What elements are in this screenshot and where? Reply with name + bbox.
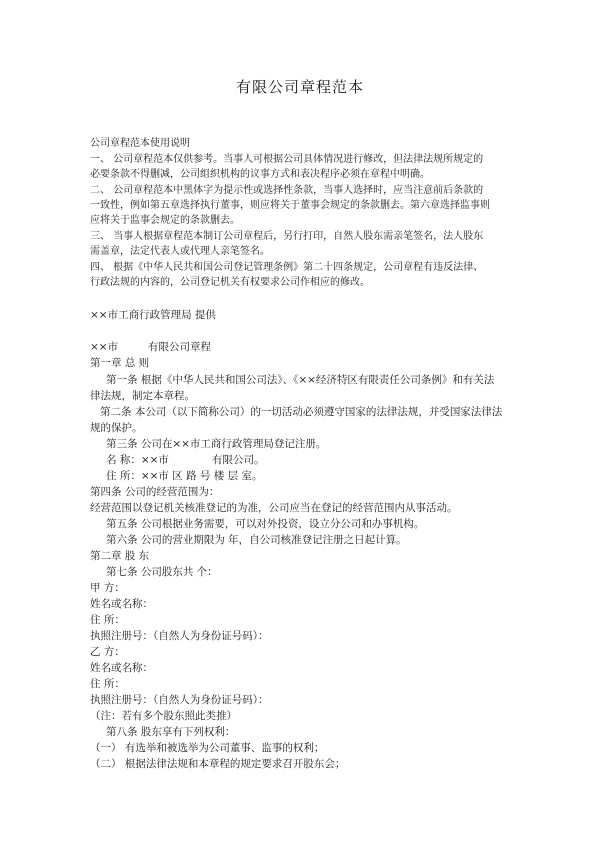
party-b-residence: 住 所： <box>90 678 125 690</box>
instruction-line: 四、 根据《中华人民共和国公司登记管理条例》第二十四条规定，公司章程有违反法律、 <box>90 262 484 273</box>
instruction-line: 应将关于监事会规定的条款删去。 <box>90 215 240 226</box>
document-title: 有限公司章程范本 <box>235 78 364 96</box>
chapter-heading: 第二章 股 东 <box>90 550 150 562</box>
party-a-license: 执照注册号：（自然人为身份证号码）： <box>90 630 269 642</box>
article-2: 第二条 本公司（以下简称公司）的一切活动必须遵守国家的法律法规，并受国家法律法 <box>100 406 503 418</box>
party-b-name: 姓名或名称： <box>90 662 153 674</box>
article-1: 第一条 根据《中华人民共和国公司法》、《××经济特区有限责任公司条例》和有关法 <box>106 374 495 386</box>
article-6: 第六条 公司的营业期限为 年，自公司核准登记注册之日起计算。 <box>106 534 407 546</box>
company-name-value: 有限公司。 <box>212 454 265 466</box>
header-company: 有限公司章程 <box>148 341 211 353</box>
provider-line: ××市工商行政管理局 提供 <box>90 309 216 321</box>
article-2-cont: 规的保护。 <box>90 422 143 434</box>
article-5: 第五条 公司根据业务需要，可以对外投资，设立分公司和办事机构。 <box>106 518 425 530</box>
party-a-label: 甲 方： <box>90 582 125 594</box>
article-3: 第三条 公司在××市工商行政管理局登记注册。 <box>106 438 327 450</box>
shareholder-note: （注：若有多个股东照此类推） <box>90 710 237 722</box>
article-4-body: 经营范围以登记机关核准登记的为准，公司应当在登记的经营范围内从事活动。 <box>90 502 458 514</box>
article-4: 第四条 公司的经营范围为： <box>90 486 220 498</box>
instruction-line: 行政法规的内容的，公司登记机关有权要求公司作相应的修改。 <box>90 277 370 288</box>
party-b-license: 执照注册号：（自然人为身份证号码）： <box>90 694 269 706</box>
instruction-line: 一致性，例如第五章选择执行董事，则应将关于董事会规定的条款删去。第六章选择监事则 <box>90 200 490 211</box>
instruction-line: 必要条款不得删减，公司组织机构的议事方式和表决程序必须在章程中明确。 <box>90 169 430 180</box>
company-address: 住 所：××市 区 路 号 楼 层 室。 <box>106 470 263 482</box>
chapter-heading: 第一章 总 则 <box>90 357 150 369</box>
header-city: ××市 <box>90 341 119 353</box>
article-1-cont: 律法规，制定本章程。 <box>90 390 195 402</box>
article-7: 第七条 公司股东共 个： <box>106 566 218 578</box>
right-item: （一） 有选举和被选举为公司董事、监事的权利； <box>90 742 325 754</box>
party-a-name: 姓名或名称： <box>90 598 153 610</box>
instruction-line: 一、 公司章程范本仅供参考。当事人可根据公司具体情况进行修改，但法律法规所规定的 <box>90 154 484 165</box>
article-8: 第八条 股东享有下列权利： <box>106 726 236 738</box>
instructions-heading: 公司章程范本使用说明 <box>90 138 190 149</box>
party-a-residence: 住 所： <box>90 614 125 626</box>
instruction-line: 三、 当事人根据章程范本制订公司章程后，另行打印，自然人股东需亲笔签名，法人股东 <box>90 231 484 242</box>
company-name-label: 名 称：××市 <box>106 454 169 466</box>
instruction-line: 需盖章，法定代表人或代理人亲笔签名。 <box>90 246 270 257</box>
instruction-line: 二、 公司章程范本中黑体字为提示性或选择性条款，当事人选择时，应当注意前后条款的 <box>90 185 484 196</box>
right-item: （二） 根据法律法规和本章程的规定要求召开股东会； <box>90 758 346 770</box>
party-b-label: 乙 方： <box>90 646 125 658</box>
